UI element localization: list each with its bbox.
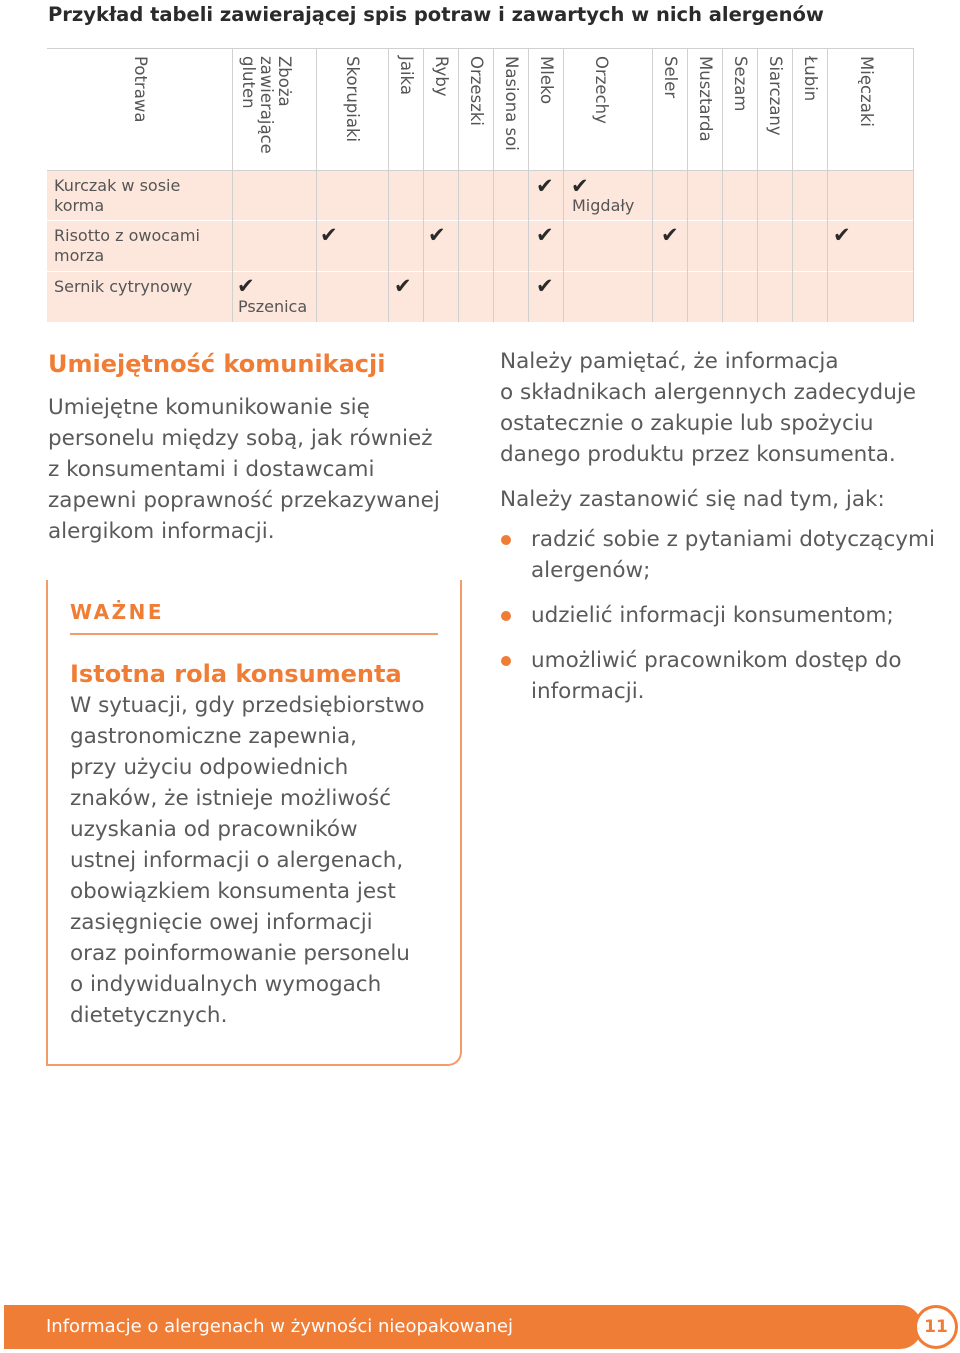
column-header-orzechy: Orzechy: [592, 56, 611, 124]
text-line: obowiązkiem konsumenta jest: [70, 879, 396, 904]
check-mark: ✔: [536, 274, 554, 298]
page-number-circle: [917, 1308, 955, 1346]
table-col-rule: [316, 48, 317, 322]
dish-name: Sernik cytrynowy: [54, 277, 193, 296]
table-col-rule: [563, 48, 564, 322]
table-rule: [47, 48, 914, 49]
check-mark: ✔: [536, 223, 554, 247]
check-mark: ✔: [833, 223, 851, 247]
table-col-rule: [687, 48, 688, 322]
list-item-text: udzielić informacji konsumentom;: [531, 603, 894, 628]
table-col-rule: [458, 48, 459, 322]
right-paragraph: [500, 346, 950, 470]
column-header-ryby: Ryby: [432, 56, 451, 97]
text-line: danego produktu przez konsumenta.: [500, 442, 896, 467]
text-line: z konsumentami i dostawcami: [48, 457, 375, 482]
table-col-rule: [757, 48, 758, 322]
column-header-nasiona-soi: Nasiona soi: [502, 56, 521, 151]
check-mark: ✔: [394, 274, 412, 298]
footer-title: Informacje o alergenach w żywności nieopakowanej: [46, 1316, 513, 1337]
page-number-badge: [914, 1305, 958, 1349]
column-header-jaika: Jaika: [397, 56, 416, 95]
table-col-rule: [528, 48, 529, 322]
right-intro: Należy zastanowić się nad tym, jak:: [500, 487, 885, 512]
text-line: oraz poinformowanie personelu: [70, 941, 410, 966]
important-box: [46, 580, 462, 1066]
important-heading: Istotna rola konsumenta: [70, 660, 402, 688]
list-item-text: umożliwić pracownikom dostęp do informacji.: [531, 648, 902, 704]
text-line: ustnej informacji o alergenach,: [70, 848, 404, 873]
text-line: o składnikach alergennych zadecyduje: [500, 380, 917, 405]
table-col-rule: [652, 48, 653, 322]
text-line: uzyskania od pracowników: [70, 817, 358, 842]
check-mark: ✔: [320, 223, 338, 247]
table-col-rule: [388, 48, 389, 322]
column-header-siarczany: Siarczany: [766, 56, 785, 136]
important-label: WAŻNE: [70, 600, 165, 624]
check-mark: ✔: [661, 223, 679, 247]
footer-bar: [0, 1305, 960, 1351]
text-line: zasięgnięcie owej informacji: [70, 910, 373, 935]
table-rule: [47, 271, 914, 272]
list-item: [500, 600, 940, 631]
text-line: znaków, że istnieje możliwość: [70, 786, 392, 811]
text-line: Umiejętne komunikowanie się: [48, 395, 370, 420]
column-header-skorupiaki: Skorupiaki: [343, 56, 362, 143]
text-line: personelu między sobą, jak również: [48, 426, 433, 451]
list-item-text: radzić sobie z pytaniami dotyczącymi alergenów;: [531, 527, 935, 583]
text-line: alergikom informacji.: [48, 519, 275, 544]
column-header-lubin: Łubin: [801, 56, 820, 102]
table-col-rule: [722, 48, 723, 322]
dish-name: Risotto z owocami morza: [54, 226, 200, 265]
table-col-rule: [493, 48, 494, 322]
allergen-note: Migdały: [572, 196, 635, 215]
table-col-rule: [827, 48, 828, 322]
allergen-table: [47, 48, 914, 322]
list-item: [500, 524, 940, 586]
bullet-dot-icon: [501, 535, 511, 545]
section-body: [48, 392, 478, 547]
check-mark: ✔: [536, 174, 554, 198]
text-line: gastronomiczne zapewnia,: [70, 724, 357, 749]
table-col-rule: [913, 48, 914, 322]
column-header-sezam: Sezam: [731, 56, 750, 112]
divider: [70, 633, 438, 635]
table-col-rule: [423, 48, 424, 322]
list-item: [500, 645, 940, 707]
table-col-rule: [792, 48, 793, 322]
column-header-potrawa: Potrawa: [131, 56, 150, 123]
text-line: o indywidualnych wymogach: [70, 972, 382, 997]
text-line: W sytuacji, gdy przedsiębiorstwo: [70, 693, 425, 718]
column-header-mieczaki: Mięczaki: [857, 56, 876, 127]
bullet-list: [500, 524, 940, 721]
page-number: 11: [924, 1317, 948, 1337]
important-body: [70, 690, 455, 1031]
allergen-note: Pszenica: [238, 297, 308, 316]
bullet-dot-icon: [501, 611, 511, 621]
column-header-mleko: Mleko: [537, 56, 556, 105]
bullet-dot-icon: [501, 656, 511, 666]
column-header-seler: Seler: [661, 56, 680, 99]
column-header-musztarda: Musztarda: [696, 56, 715, 142]
column-header-orzeszki: Orzeszki: [467, 56, 486, 126]
text-line: Należy pamiętać, że informacja: [500, 349, 839, 374]
table-rule: [47, 220, 914, 221]
text-line: przy użyciu odpowiednich: [70, 755, 349, 780]
text-line: dietetycznych.: [70, 1003, 228, 1028]
check-mark: ✔: [571, 174, 589, 198]
dish-name: Kurczak w sosie korma: [54, 176, 181, 215]
page-title: Przykład tabeli zawierającej spis potraw i zawartych w nich alergenów: [48, 3, 824, 26]
section-heading: Umiejętność komunikacji: [48, 350, 386, 378]
text-line: ostatecznie o zakupie lub spożyciu: [500, 411, 874, 436]
check-mark: ✔: [237, 274, 255, 298]
column-header-gluten: Zboża zawierające gluten: [239, 56, 294, 154]
check-mark: ✔: [428, 223, 446, 247]
table-rule: [47, 170, 914, 171]
text-line: zapewni poprawność przekazywanej: [48, 488, 440, 513]
